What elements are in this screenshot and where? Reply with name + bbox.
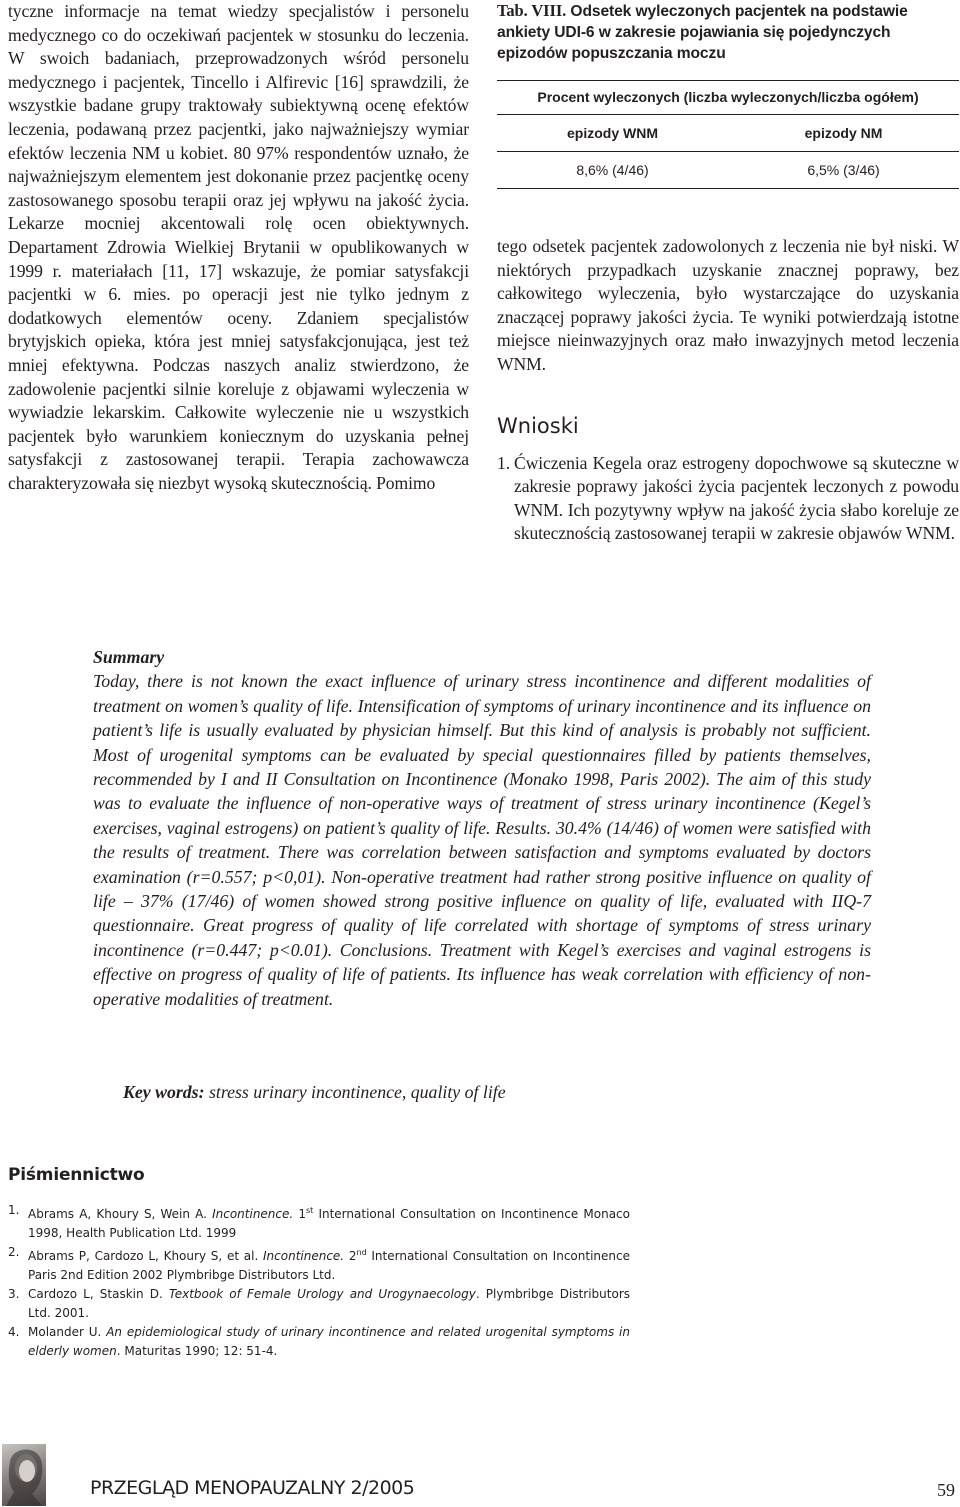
table-header: Procent wyleczonych (liczba wyleczonych/liczba ogółem) <box>537 89 919 105</box>
table-caption-text: Odsetek wyleczonych pacjentek na podstawie ankiety UDI-6 w zakresie pojawiania się pojedynczych epizodów popuszczania moczu <box>497 3 908 62</box>
page-number: 59 <box>937 1480 955 1500</box>
portrait-icon <box>2 1444 46 1506</box>
journal-logo-image <box>2 1444 46 1506</box>
reference-number: 1. <box>8 1203 20 1217</box>
keywords-label: Key words: <box>123 1082 205 1102</box>
reference-item <box>8 1243 630 1285</box>
summary-block <box>93 645 871 1011</box>
reference-item <box>8 1201 630 1243</box>
references-heading: Piśmiennictwo <box>8 1165 145 1185</box>
reference-text: Abrams P, Cardozo L, Khoury S, et al. Incontinence. 2nd International Consultation on Incontinence Paris 2nd Edition 2002 Plymbribge Distributors Ltd. <box>28 1248 630 1282</box>
conclusions-heading: Wnioski <box>497 413 579 438</box>
journal-title: PRZEGLĄD MENOPAUZALNY 2/2005 <box>90 1477 415 1499</box>
summary-title: Summary <box>93 647 165 667</box>
reference-text: Molander U. An epidemiological study of urinary incontinence and related urogenital symptoms in elderly women. Maturitas 1990; 12: 51-4. <box>28 1325 630 1358</box>
table-row <box>497 152 959 188</box>
conclusion-number: 1. <box>497 452 511 473</box>
left-column <box>8 0 469 495</box>
table-rule-bottom <box>497 188 959 189</box>
references <box>8 1165 630 1361</box>
summary-text: Today, there is not known the exact influence of urinary stress incontinence and different modalities of treatment on women’s quality of life. Intensification of symptoms of urinary incontinence and its influence on patient’s life is usually evaluated by physician himself. But this kind of analysis is probably not sufficient. Most of urogenital symptoms can be evaluated by special questionnaires filled by patients themselves, recommended by I and II Consultation on Incontinence (Monako 1998, Paris 2002). The aim of this study was to evaluate the influence of non-operative ways of treatment of stress urinary incontinence (Kegel’s exercises, vaginal estrogens) on patient’s quality of life. Results. 30.4% (14/46) of women were satisfied with the results of treatment. There was correlation between satisfaction and symptoms evaluated by doctors examination (r=0.557; p<0,01). Non-operative treatment had rather strong positive influence on quality of life – 37% (17/46) of women showed strong positive influence on quality of life, evaluated with IIQ-7 questionnaire. Great progress of quality of life correlated with shortage of symptoms of stress urinary incontinence (r=0.447; p<0.01). Conclusions. Treatment with Kegel’s exercises and vaginal estrogens is effective on progress of quality of life of patients. Its influence has weak correlation with efficiency of non-operative modalities of treatment. <box>93 671 871 1009</box>
conclusion-text: Ćwiczenia Kegela oraz estrogeny dopochwowe są skuteczne w zakresie poprawy jakości życia pacjentek leczonych z powodu WNM. Ich pozytywny wpływ na jakość życia słabo koreluje ze skutecznością zastosowanej terapii w zakresie objawów WNM. <box>514 452 959 544</box>
conclusion-item <box>497 452 959 546</box>
reference-number: 2. <box>8 1245 20 1259</box>
right-column <box>497 0 959 546</box>
reference-list <box>8 1201 630 1361</box>
table-cell-nm: 6,5% (3/46) <box>807 162 880 178</box>
reference-text: Cardozo L, Staskin D. Textbook of Female Urology and Urogynaecology. Plymbribge Distributors Ltd. 2001. <box>28 1287 631 1320</box>
table-cell-wnm: 8,6% (4/46) <box>576 162 649 178</box>
results-table <box>497 80 959 189</box>
keywords-text: stress urinary incontinence, quality of life <box>208 1082 506 1102</box>
column-header-nm: epizody NM <box>804 125 883 141</box>
right-column-text: tego odsetek pacjentek zadowolonych z leczenia nie był niski. W niektórych przypadkach uzyskanie znacznej poprawy, bez całkowitego wyleczenia, było wystarczające do uzyskania znaczącej poprawy jakości życia. Te wyniki potwierdzają istotne miejsce nieinwazyjnych oraz mało inwazyjnych metod leczenia WNM. <box>497 236 959 374</box>
reference-text: Abrams A, Khoury S, Wein A. Incontinence. 1st International Consultation on Incontinence Monaco 1998, Health Publication Ltd. 1999 <box>28 1206 630 1240</box>
table-caption <box>497 0 959 64</box>
reference-item <box>8 1323 630 1361</box>
keywords <box>123 1080 823 1104</box>
left-column-text: tyczne informacje na temat wiedzy specjalistów i personelu medycznego co do oczekiwań pacjentek w stosunku do leczenia. W swoich badaniach, przeprowadzonych wśród personelu medycznego i pacjentek, Tincello i Alfirevic [16] sprawdzili, że wszystkie badane grupy traktowały subiektywną ocenę efektów leczenia, podawaną przez pacjentki, jako najważniejszy wymiar efektów leczenia NM u kobiet. 80 97% respondentów uznało, że najważniejszym elementem jest dokonanie przez pacjentkę oceny zastosowanego sposobu terapii oraz jej wpływu na jakość życia. Lekarze mocniej akcentowali rolę ocen obiektywnych. Departament Zdrowia Wielkiej Brytanii w opublikowanych w 1999 r. materiałach [11, 17] wskazuje, że pomiar satysfakcji pacjentki w 6. mies. po operacji jest nie tylko jednym z dodatkowych elementów oceny. Zdaniem specjalistów brytyjskich opieka, która jest mniej satysfakcjonująca, jest też mniej efektywna. Podczas naszych analiz stwierdzono, że zadowolenie pacjentki silnie koreluje z objawami wyleczenia w wywiadzie lekarskim. Całkowite wyleczenie nie u wszystkich pacjentek było warunkiem koniecznym do uzyskania pełnej satysfakcji z zastosowanej terapii. Terapia zachowawcza charakteryzowała się niezbyt wysoką skutecznością. Pomimo <box>8 1 469 493</box>
reference-number: 4. <box>8 1325 20 1339</box>
reference-number: 3. <box>8 1287 20 1301</box>
reference-item <box>8 1285 630 1323</box>
table-column-headers <box>497 115 959 151</box>
table-label: Tab. VIII. <box>497 1 567 20</box>
column-header-wnm: epizody WNM <box>567 125 658 141</box>
